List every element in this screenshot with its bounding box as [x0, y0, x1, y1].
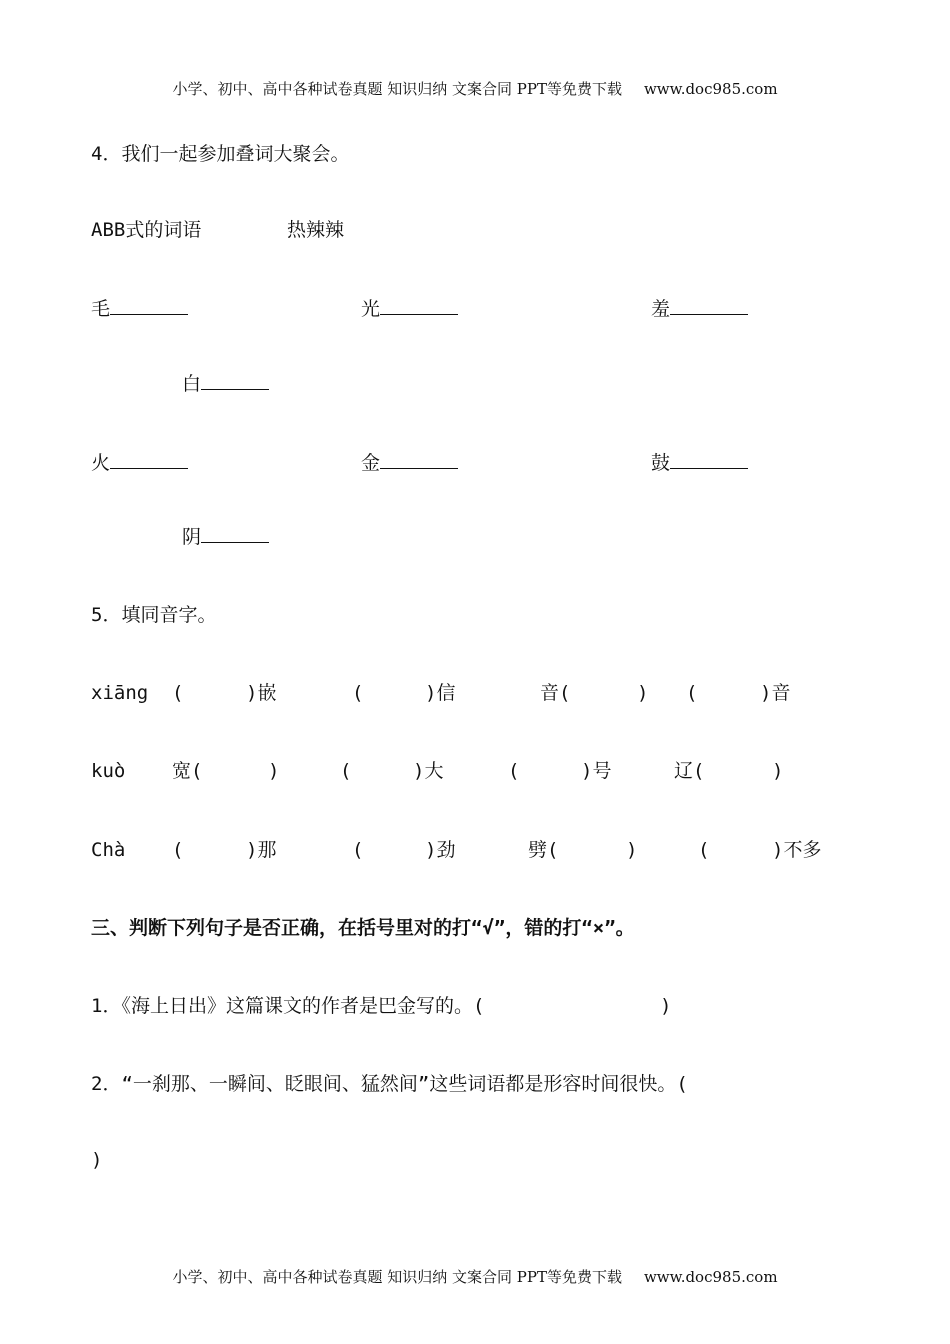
judge-item-1-close[interactable]: ): [660, 995, 672, 1017]
paren-item[interactable]: (: [340, 760, 352, 782]
paren-item[interactable]: (: [698, 839, 710, 861]
abb-example: 热辣辣: [287, 219, 345, 241]
footer-text: 小学、初中、高中各种试卷真题 知识归纳 文案合同 PPT等免费下载: [172, 1268, 622, 1286]
footer-url: www.doc985.com: [643, 1268, 778, 1286]
paren-item[interactable]: ): [268, 760, 280, 782]
paren-item[interactable]: 宽(: [172, 760, 203, 782]
fill-char: 毛: [91, 298, 111, 320]
fill-blank[interactable]: [380, 298, 458, 315]
fill-char: 金: [361, 452, 381, 474]
fill-item-yin: [182, 525, 269, 549]
fill-blank[interactable]: [670, 298, 748, 315]
header-url: www.doc985.com: [643, 80, 778, 98]
paren-item[interactable]: )音: [760, 682, 791, 704]
pinyin-xiang: xiāng: [91, 682, 149, 704]
fill-item-gu: [651, 451, 748, 475]
fill-item-mao: [91, 297, 188, 321]
fill-blank[interactable]: [670, 452, 748, 469]
paren-item[interactable]: )大: [413, 760, 444, 782]
q5-title: 5．填同音字。: [91, 604, 217, 626]
fill-item-xiu: [651, 297, 748, 321]
fill-blank[interactable]: [201, 373, 269, 390]
fill-item-jin: [361, 451, 458, 475]
judge-item-2-close[interactable]: ): [91, 1149, 103, 1171]
fill-item-huo: [91, 451, 188, 475]
fill-char: 阴: [182, 526, 202, 548]
paren-item[interactable]: )那: [246, 839, 277, 861]
paren-item[interactable]: 辽(: [674, 760, 705, 782]
fill-char: 白: [182, 373, 202, 395]
header-text: 小学、初中、高中各种试卷真题 知识归纳 文案合同 PPT等免费下载: [172, 80, 622, 98]
paren-item[interactable]: )号: [581, 760, 612, 782]
judge-item-1: 1．《海上日出》这篇课文的作者是巴金写的。(: [91, 995, 485, 1017]
paren-item[interactable]: )信: [425, 682, 456, 704]
section3-title: 三、判断下列句子是否正确，在括号里对的打“√”，错的打“×”。: [91, 917, 635, 939]
paren-item[interactable]: (: [686, 682, 698, 704]
paren-item[interactable]: ): [637, 682, 649, 704]
paren-item[interactable]: 劈(: [528, 839, 559, 861]
fill-blank[interactable]: [110, 298, 188, 315]
fill-char: 鼓: [651, 452, 671, 474]
pinyin-kuo: kuò: [91, 760, 126, 782]
fill-char: 羞: [651, 298, 671, 320]
paren-item[interactable]: (: [352, 839, 364, 861]
fill-blank[interactable]: [110, 452, 188, 469]
fill-blank[interactable]: [380, 452, 458, 469]
fill-item-guang: [361, 297, 458, 321]
fill-char: 火: [91, 452, 111, 474]
paren-item[interactable]: (: [508, 760, 520, 782]
fill-item-bai: [182, 372, 269, 396]
judge-item-2: 2．“一刹那、一瞬间、眨眼间、猛然间”这些词语都是形容时间很快。(: [91, 1073, 688, 1095]
fill-char: 光: [361, 298, 381, 320]
paren-item[interactable]: 音(: [540, 682, 571, 704]
paren-item[interactable]: )嵌: [246, 682, 277, 704]
paren-item[interactable]: (: [172, 839, 184, 861]
paren-item[interactable]: (: [172, 682, 184, 704]
page-footer: [0, 1266, 950, 1287]
paren-item[interactable]: ): [626, 839, 638, 861]
page-header: [0, 78, 950, 99]
pinyin-cha: Chà: [91, 839, 126, 861]
paren-item[interactable]: (: [352, 682, 364, 704]
q4-title: 4．我们一起参加叠词大聚会。: [91, 143, 350, 165]
paren-item[interactable]: ): [772, 760, 784, 782]
fill-blank[interactable]: [201, 526, 269, 543]
paren-item[interactable]: )劲: [425, 839, 456, 861]
abb-label: ABB式的词语: [91, 219, 202, 241]
paren-item[interactable]: )不多: [772, 839, 822, 861]
